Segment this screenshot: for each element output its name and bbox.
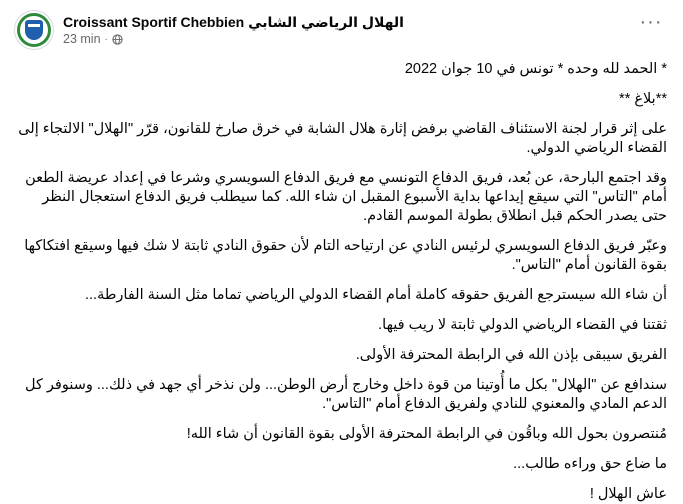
post-body <box>16 60 667 504</box>
globe-icon[interactable] <box>112 34 123 45</box>
page-name-link[interactable]: Croissant Sportif Chebbien الهلال الرياضي الشابي <box>63 14 404 30</box>
post-paragraph: وعبّر فريق الدفاع السويسري لرئيس النادي عن ارتياحه التام لأن حقوق النادي ثابتة لا شك فيها وسيقع افتكاكها بقوة القانون أمام "التاس". <box>24 238 667 273</box>
post-paragraph: سندافع عن "الهلال" بكل ما أُوتينا من قوة داخل وخارج أرض الوطن... ولن نذخر أي جهد في ذلك... وسنوفر كل الدعم المادي والمعنوي للنادي ولفريق الدفاع أمام "التاس". <box>24 377 667 412</box>
post-header <box>14 10 404 54</box>
post-timestamp[interactable]: 23 min <box>63 32 101 46</box>
post-paragraph: وقد اجتمع البارحة، عن بُعد، فريق الدفاع التونسي مع فريق الدفاع السويسري وشرعا في إعداد عريضة الطعن أمام "التاس" التي سيقع إيداعها بداية الأسبوع المقبل ان شاء الله. كما سيطلب فريق الدفاع استعجال النظر حتى يصدر الحكم قبل انطلاق بطولة الموسم القادم. <box>25 170 667 224</box>
post-paragraph: الفريق سيبقى بإذن الله في الرابطة المحترفة الأولى. <box>355 347 667 363</box>
post-paragraph: أن شاء الله سيسترجع الفريق حقوقه كاملة أمام القضاء الدولي الرياضي تماما مثل السنة الفارطة... <box>85 287 667 303</box>
club-crest-icon <box>25 20 43 40</box>
post-paragraph: ما ضاع حق وراءه طالب... <box>513 456 667 472</box>
post-subline <box>63 32 404 46</box>
post-paragraph: **بلاغ ** <box>619 91 667 107</box>
post-paragraph: عاش الهلال ! <box>589 486 667 502</box>
post-paragraph: * الحمد لله وحده * تونس في 10 جوان 2022 <box>404 61 667 77</box>
more-options-icon: ··· <box>639 10 663 33</box>
club-logo-avatar[interactable] <box>14 10 54 50</box>
separator-dot: · <box>104 33 108 45</box>
post-meta <box>63 13 404 46</box>
post-paragraph: مُنتصرون بحول الله وباقُون في الرابطة المحترفة الأولى بقوة القانون أن شاء الله! <box>186 426 667 442</box>
more-options-button[interactable] <box>637 8 665 36</box>
post-paragraph: على إثر قرار لجنة الاستئناف القاضي برفض إثارة هلال الشابة في خرق صارخ للقانون، قرّر "الهلال" الالتجاء إلى القضاء الرياضي الدولي. <box>18 121 667 156</box>
post-paragraph: ثقتنا في القضاء الرياضي الدولي ثابتة لا ريب فيها. <box>378 317 667 333</box>
